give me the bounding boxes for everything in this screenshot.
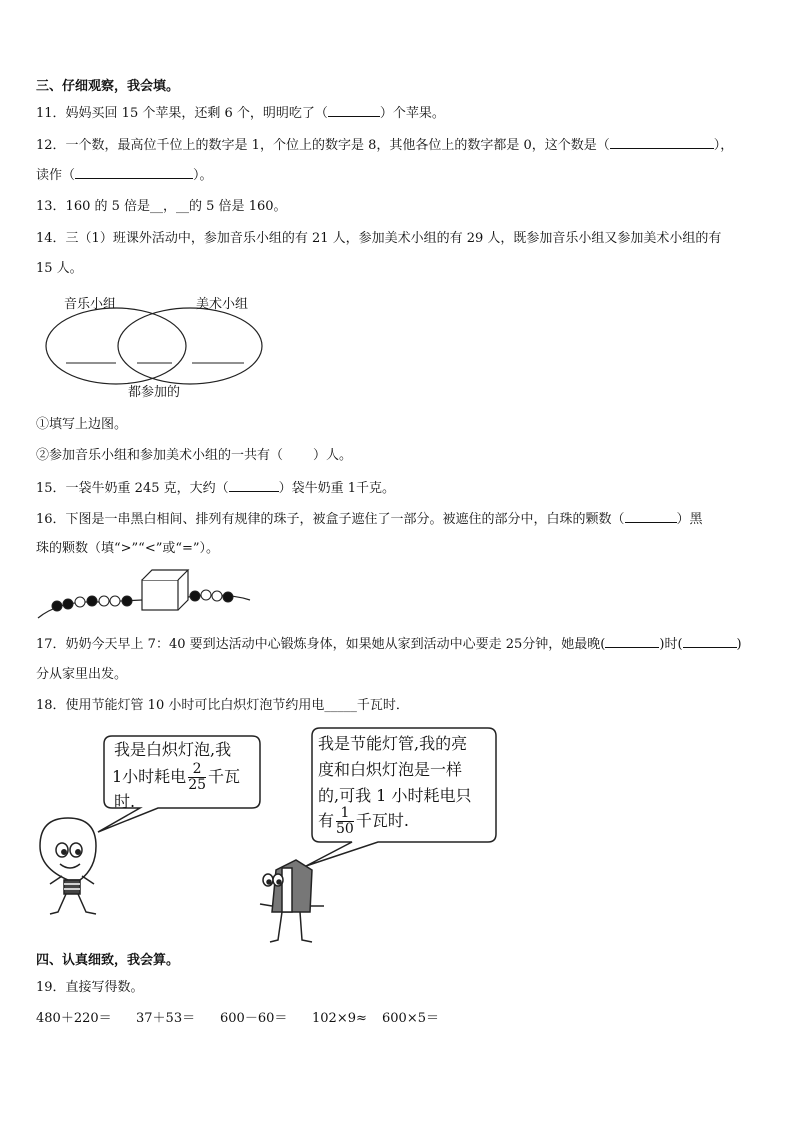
q16-text-a: 16．下图是一串黑白相间、排列有规律的珠子，被盒子遮住了一部分。被遮住的部分中，白珠的颗数（ [36, 512, 625, 527]
question-18: 18．使用节能灯管 10 小时可比白炽灯泡节约用电_____千瓦时． [36, 698, 409, 713]
q15-text-b: ）袋牛奶重 1千克。 [278, 481, 396, 496]
calc-item-4: 102×9≈ [312, 1011, 367, 1026]
q12-text-b: ）， [713, 138, 734, 153]
left-bubble-line-2 [112, 762, 240, 793]
fraction-numerator: 1 [336, 806, 354, 822]
q17-text-b: )时( [659, 637, 683, 652]
calc-item-2: 37＋53＝ [136, 1011, 196, 1026]
question-19: 19．直接写得数。 [36, 980, 144, 995]
q11-text-b: ）个苹果。 [379, 106, 445, 121]
fraction-denominator: 50 [336, 821, 354, 837]
q14-2-text-a: ②参加音乐小组和参加美术小组的一共有（ [36, 448, 284, 463]
q12-text-d: ）。 [193, 168, 213, 183]
question-13: 13．160 的 5 倍是__，__的 5 倍是 160。 [36, 199, 287, 214]
question-14: 14．三（1）班课外活动中，参加音乐小组的有 21 人，参加美术小组的有 29 人，既参加音乐小组又参加美术小组的有 [36, 231, 722, 246]
venn-label-art: 美术小组 [196, 297, 249, 312]
right-bubble-unit: 千瓦时. [355, 811, 409, 830]
left-bubble-text: 1小时耗电 [112, 767, 187, 786]
right-bubble-line-2: 度和白炽灯泡是一样 [318, 760, 463, 779]
left-bubble-line-1: 我是白炽灯泡,我 [114, 740, 232, 759]
light-bulb-character-icon [40, 818, 96, 914]
left-bubble-line-3: 时. [114, 792, 136, 811]
q15-text-a: 15．一袋牛奶重 245 克，大约（ [36, 481, 229, 496]
left-bubble-unit: 千瓦 [208, 767, 241, 786]
right-bubble-text: 有 [318, 811, 335, 830]
fluorescent-lamp-character-icon [260, 860, 324, 942]
calc-item-3: 600－60＝ [220, 1011, 288, 1026]
venn-label-music: 音乐小组 [64, 297, 117, 312]
q12-text-c: 读作（ [36, 168, 76, 183]
calc-item-1: 480＋220＝ [36, 1011, 112, 1026]
right-bubble-line-3: 的,可我 1 小时耗电只 [318, 786, 472, 805]
fraction-1-50 [336, 806, 354, 837]
q17-text-a: 17．奶奶今天早上 7：40 要到达活动中心锻炼身体，如果她从家到活动中心要走 25分钟，她最晚( [36, 637, 606, 652]
q17-text-c: ) [736, 637, 742, 652]
section-3-title: 三、仔细观察，我会填。 [36, 79, 180, 94]
right-bubble-line-1: 我是节能灯管,我的亮 [318, 734, 468, 753]
q14-2-text-b: ）人。 [313, 448, 353, 463]
q12-text-a: 12．一个数，最高位千位上的数字是 1，个位上的数字是 8，其他各位上的数字都是 0，这个数是（ [36, 138, 610, 153]
question-17-cont: 分从家里出发。 [36, 667, 128, 682]
q11-text-a: 11．妈妈买回 15 个苹果，还剩 6 个，明明吃了（ [36, 106, 328, 121]
venn-label-both: 都参加的 [128, 385, 181, 400]
question-14-part-1: ①填写上边图。 [36, 417, 128, 432]
section-4-title: 四、认真细致，我会算。 [36, 953, 180, 968]
question-16-cont: 珠的颗数（填“>”“<”或“=”）。 [36, 541, 220, 556]
right-bubble-line-4 [318, 806, 409, 837]
fraction-numerator: 2 [188, 762, 206, 778]
fraction-denominator: 25 [188, 777, 207, 793]
fraction-2-25 [188, 762, 206, 793]
calc-item-5: 600×5＝ [382, 1011, 439, 1026]
q16-text-b: ）黑 [676, 512, 703, 527]
question-14-cont: 15 人。 [36, 261, 83, 276]
